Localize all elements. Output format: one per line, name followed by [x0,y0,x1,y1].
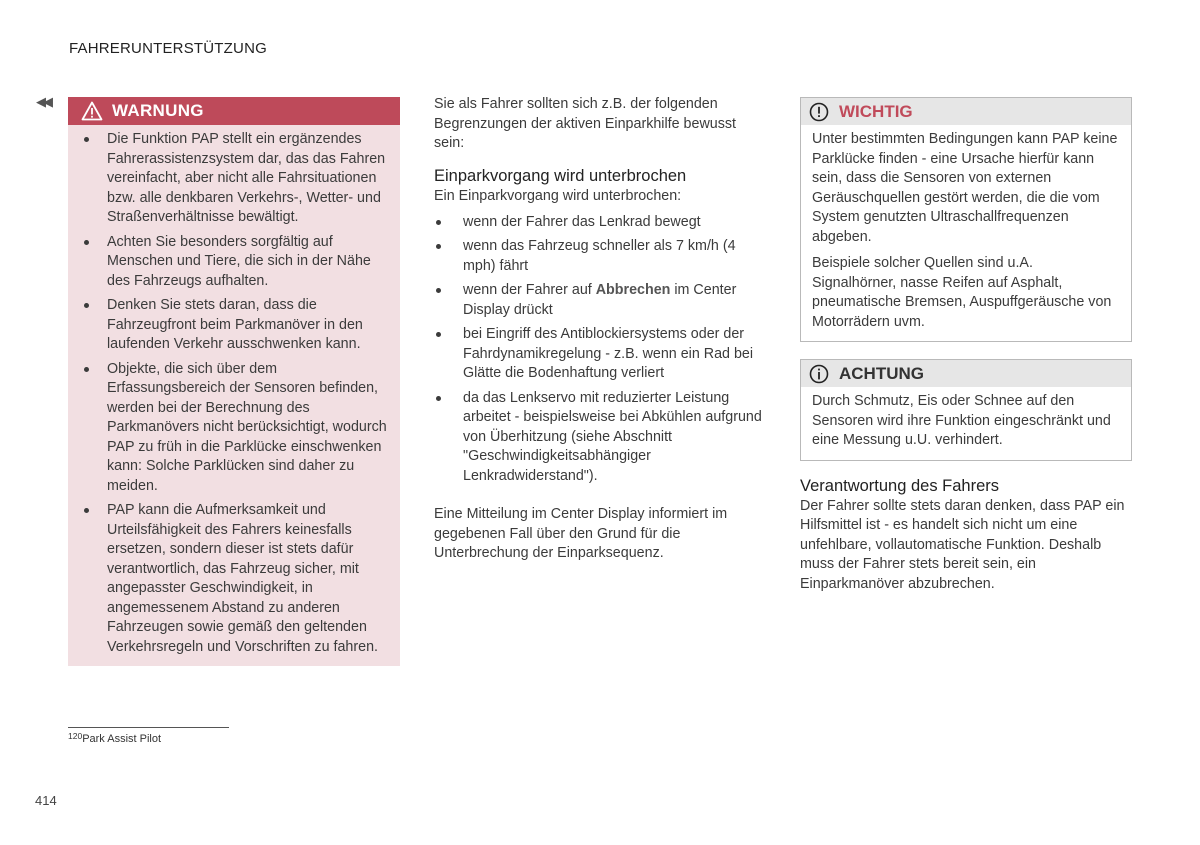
list-item: bei Eingriff des Antiblockiersystems oder der Fahrdynamikregelung - z.B. wenn ein Rad bei Glätte die Bodenhaftung verliert [434,325,768,384]
footnote-divider [68,727,229,728]
warning-item: Denken Sie stets daran, dass die Fahrzeugfront beim Parkmanöver in den laufenden Verkehr ausschwenken kann. [68,296,400,355]
continued-from-previous-icon: ◀◀ [36,94,50,109]
middle-column [434,95,768,564]
warning-item: Achten Sie besonders sorgfältig auf Menschen und Tiere, die sich in der Nähe des Fahrzeugs aufhalten. [68,233,400,292]
important-title: WICHTIG [839,101,913,121]
interruption-closing: Eine Mitteilung im Center Display informiert im gegebenen Fall über den Grund für die Unterbrechung der Einparksequenz. [434,506,728,561]
info-circle-icon [809,364,829,384]
section-header: FAHRERUNTERSTÜTZUNG [69,40,267,57]
interruption-heading: Einparkvorgang wird unterbrochen [434,166,687,185]
important-box [800,97,1132,342]
interruption-list [434,213,768,487]
attention-body [801,387,1131,460]
important-paragraph: Unter bestimmten Bedingungen kann PAP keine Parklücke finden - eine Ursache hierfür kann sein, dass die Sensoren von externen Geräuschquellen gestört werden, die die vom System genutzten Ultraschallfrequenzen abgeben. [812,131,1118,245]
footnote-number: 120 [68,731,83,741]
responsibility-heading: Verantwortung des Fahrers [800,477,1000,495]
warning-triangle-icon [81,101,103,121]
list-item [434,281,768,320]
footnote-text: Park Assist Pilot [82,733,162,745]
warning-list [68,130,400,662]
exclamation-circle-icon [809,102,829,122]
warning-title: WARNUNG [112,101,204,120]
warning-header [68,97,400,125]
limitations-intro: Sie als Fahrer sollten sich z.B. der folgenden Begrenzungen der aktiven Einparkhilfe bewusst sein: [434,96,737,151]
responsibility-section [800,477,1134,594]
footnote [68,731,161,745]
attention-box [800,359,1132,461]
important-body [801,125,1131,341]
warning-box [68,97,400,666]
warning-item: Objekte, die sich über dem Erfassungsbereich der Sensoren befinden, werden bei der Berechnung des Parkmanövers nicht berücksichtigt, wodurch PAP zu früh in die Parklücke einschwenken kann: Solche Parklücken sind daher zu meiden. [68,360,400,497]
important-header [801,98,1131,125]
page-number: 414 [35,793,57,808]
list-item: da das Lenkservo mit reduzierter Leistung arbeitet - beispielsweise bei Abkühlen aufgrund von Überhitzung (siehe Abschnitt "Geschwindigkeitsabhängiger Lenkradwiderstand"). [434,389,768,487]
warning-item: Die Funktion PAP stellt ein ergänzendes Fahrerassistenzsystem dar, das das Fahren vereinfacht, aber nicht alle Fahrsituationen bzw. alle denkbaren Verkehrs-, Wetter- und Straßenverhältnisse bewältigt. [68,130,400,228]
attention-title: ACHTUNG [839,363,924,383]
important-paragraph: Beispiele solcher Quellen sind u.A. Signalhörner, nasse Reifen auf Asphalt, pneumatische Bremsen, Auspuffgeräusche von Motorrädern uvm. [812,255,1112,330]
list-item: wenn das Fahrzeug schneller als 7 km/h (4 mph) fährt [434,237,768,276]
interruption-lead: Ein Einparkvorgang wird unterbrochen: [434,188,682,204]
attention-paragraph: Durch Schmutz, Eis oder Schnee auf den Sensoren wird ihre Funktion eingeschränkt und eine Messung u.U. verhindert. [812,393,1111,448]
list-item-text: wenn der Fahrer auf [463,282,596,298]
attention-header [801,360,1131,387]
list-item-text: im Center Display drückt [463,282,737,318]
list-item: wenn der Fahrer das Lenkrad bewegt [434,213,768,233]
warning-item: PAP kann die Aufmerksamkeit und Urteilsfähigkeit des Fahrers keinesfalls ersetzen, sondern dieser ist stets dafür verantwortlich, das Fahrzeug sicher, mit angepasster Geschwindigkeit, in angemessenem Abstand zu anderen Fahrzeugen sowie gemäß den geltenden Verkehrsregeln und Vorschriften zu fahren. [68,501,400,657]
responsibility-text: Der Fahrer sollte stets daran denken, dass PAP ein Hilfsmittel ist - es handelt sich nicht um eine unfehlbare, vollautomatische Funktion. Deshalb muss der Fahrer stets bereit sein, ein Einparkmanöver abzubrechen. [800,497,1125,592]
abbrechen-term: Abbrechen [595,282,671,298]
